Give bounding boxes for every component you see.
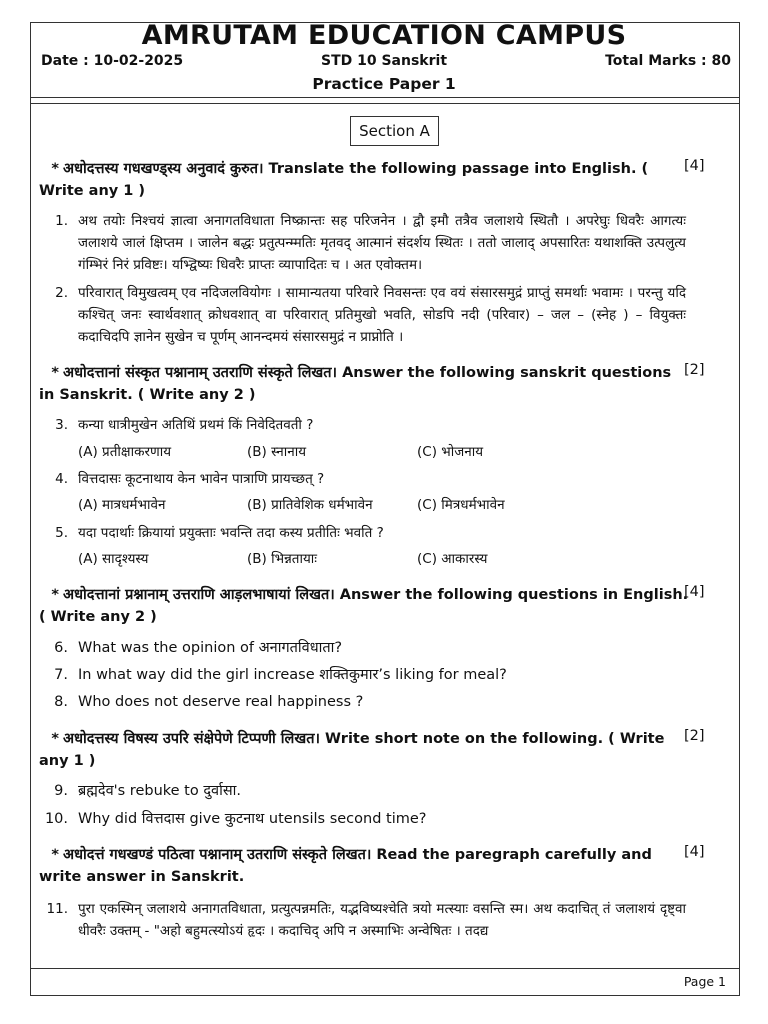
header-divider-2 [30, 103, 740, 104]
question-text: अधोदत्तानां प्रश्नानाम् उत्तराणि आड़लभाषायां लिखत। Answer the following questions in English. ( Write any 2 ) [39, 587, 689, 625]
item-text: What was the opinion of अनागतविधाता? [78, 640, 343, 656]
item-number: 8. [54, 694, 68, 710]
item-number: 4. [55, 471, 68, 487]
item-text: ब्रह्मदेव's rebuke to दुर्वासा. [78, 783, 242, 799]
footer-divider [30, 968, 740, 969]
option-b: (B) भिन्नतायाः [247, 551, 318, 567]
header-divider [30, 97, 740, 98]
question-heading-1 [39, 158, 689, 202]
bullet-star: * [51, 587, 59, 603]
item-text: यदा पदार्थाः क्रियायां प्रयुक्ताः भवन्ति तदा कस्य प्रतीतिः भवति ? [78, 525, 384, 541]
item-text: अथ तयोः निश्चयं ज्ञात्वा अनागतविधाता निष्क्रान्तः सह परिजनेन । द्वौ इमौ तत्रैव जलाशये स्थितौ । अपरेघुः धिवरैः आगत्यः जलाशये जालं क्षिप्तम । जालेन बद्धः प्रतुत्पन्म्मतिः मृतवद् आत्मानं संदर्शय स्थितः । ततो जालाद् अपसारितः यथाशक्ति उत्पलुत्य गंम्भिरं निरं प्रविष्टः। यभ्द्विष्यः धिवरैः प्राप्तः व्यापादितः च । अत एवोक्तम। [78, 213, 686, 273]
item-text: Who does not deserve real happiness ? [78, 694, 364, 710]
item-number: 10. [44, 811, 68, 827]
item-text: In what way did the girl increase शक्तिकुमार’s liking for meal? [78, 667, 507, 683]
item-number: 7. [54, 667, 68, 683]
option-c: (C) मित्रधर्मभावेन [417, 497, 505, 513]
question-text: अधोदत्तस्य गधखण्ड्स्य अनुवादं कुरुत। Translate the following passage into English. ( Write any 1 ) [39, 161, 649, 199]
option-c: (C) आकारस्य [417, 551, 488, 567]
bullet-star: * [51, 731, 59, 747]
option-b: (B) स्नानाय [247, 444, 307, 460]
question-marks: [4] [684, 844, 705, 860]
item-number: 5. [55, 525, 68, 541]
question-text: अधोदत्तस्य विषस्य उपरि संक्षेपेणे टिप्पणी लिखत। Write short note on the following. ( Write any 1 ) [39, 731, 665, 769]
question-heading-3 [39, 584, 689, 628]
question-marks: [4] [684, 584, 705, 600]
item-number: 1. [55, 213, 68, 229]
question-text: अधोदत्तं गधखण्डं पठित्वा पश्नानाम् उतराणि संस्कृते लिखत। Read the paregraph carefully and write answer in Sanskrit. [39, 847, 652, 885]
total-marks: Total Marks : 80 [605, 53, 731, 69]
question-heading-4 [39, 728, 689, 772]
question-heading-2 [39, 362, 689, 406]
item-text: परिवारात् विमुखत्वम् एव नदिजलवियोगः । सामान्यतया परिवारे निवसन्तः एव वयं संसारसमुद्रं प्राप्तुं समर्थाः भवामः । परन्तु यदि कश्चित् जनः स्वार्थवशात् क्रोधवशात् वा परिवारात् प्रतिमुखो भवति, सोडपि नदी (परिवार) – जल – (स्नेह ) – वियुक्तः कदाचिदपि ज्ञानेन सुखेन च पूर्णम् आनन्दमयं संसारसमुद्रं न प्राप्नोति । [78, 285, 686, 345]
item-text: वित्तदासः कूटनाथाय केन भावेन पात्राणि प्रायच्छत् ? [78, 471, 325, 487]
question-marks: [4] [684, 158, 705, 174]
option-a: (A) मात्रधर्मभावेन [78, 497, 166, 513]
bullet-star: * [51, 365, 59, 381]
option-c: (C) भोजनाय [417, 444, 484, 460]
option-a: (A) प्रतीक्षाकरणाय [78, 444, 172, 460]
item-number: 9. [54, 783, 68, 799]
page-number: Page 1 [683, 974, 726, 989]
bullet-star: * [51, 161, 59, 177]
item-number: 11. [46, 901, 68, 917]
item-number: 6. [54, 640, 68, 656]
item-number: 2. [55, 285, 68, 301]
question-text: अधोदत्तानां संस्कृत पश्नानाम् उतराणि संस्कृते लिखत। Answer the following sanskrit questions in Sanskrit. ( Write any 2 ) [39, 365, 672, 403]
item-text: पुरा एकस्मिन् जलाशये अनागतविधाता, प्रत्युत्पन्नमतिः, यद्भविष्यश्चेति त्रयो मत्स्याः वसन्ति स्म। अथ कदाचित् तं जलाशयं दृष्ट्वा धीवरैः उक्तम् - "अहो बहुमत्स्योऽयं हृदः । कदाचिद् अपि न अस्माभिः अन्वेषितः । तदद्य [78, 901, 686, 939]
school-name: AMRUTAM EDUCATION CAMPUS [141, 20, 627, 51]
exam-date: Date : 10-02-2025 [41, 53, 184, 69]
question-marks: [2] [684, 728, 705, 744]
option-b: (B) प्रातिवेशिक धर्मभावेन [247, 497, 373, 513]
option-a: (A) सादृश्यस्य [78, 551, 149, 567]
standard-subject: STD 10 Sanskrit [320, 53, 448, 69]
question-heading-5 [39, 844, 689, 888]
section-label: Section A [350, 116, 439, 146]
paper-title: Practice Paper 1 [312, 75, 456, 93]
item-text: कन्या धात्रीमुखेन अतिथिं प्रथमं किं निवेदितवती ? [78, 417, 314, 433]
item-text: Why did वित्तदास give कुटनाथ utensils second time? [78, 811, 427, 827]
item-number: 3. [55, 417, 68, 433]
bullet-star: * [51, 847, 59, 863]
question-marks: [2] [684, 362, 705, 378]
